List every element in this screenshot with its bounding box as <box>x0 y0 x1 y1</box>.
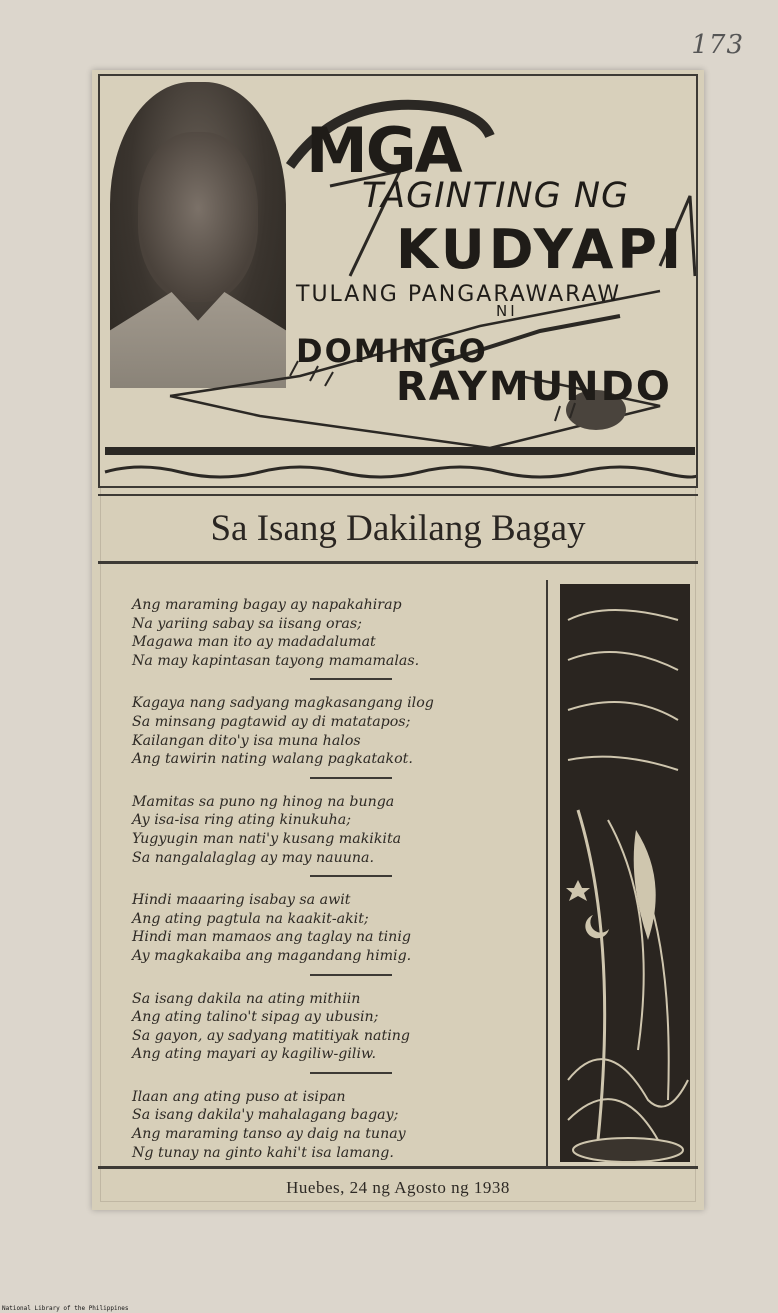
poem-line: Ang ating talino't sipag ay ubusin; <box>132 1009 379 1026</box>
series-title-taginting: TAGINTING NG <box>362 176 630 216</box>
poem-line: Ang tawirin nating walang pagkatakot. <box>132 751 413 768</box>
poem-line: Sa gayon, ay sadyang matitiyak nating <box>132 1027 410 1044</box>
poem-line: Ay isa-isa ring ating kinukuha; <box>132 812 352 829</box>
poem-line: Yugyugin man nati'y kusang makikita <box>132 830 402 847</box>
poem-title: Sa Isang Dakilang Bagay <box>210 508 586 549</box>
poem-line: Na yariing sabay sa iisang oras; <box>132 615 362 632</box>
stanza-divider <box>310 678 392 680</box>
series-subtitle-ni: NI <box>496 302 518 320</box>
poem-line: Ang ating pagtula na kaakit-akit; <box>132 910 369 927</box>
series-title-kudyapi: KUDYAPI <box>396 218 686 281</box>
publication-footer <box>98 1166 698 1206</box>
poem-line: Ng tunay na ginto kahi't isa lamang. <box>132 1144 394 1161</box>
poem-body <box>132 596 532 1162</box>
page-number: 173 <box>691 30 744 60</box>
stanza <box>132 694 532 768</box>
stanza-divider <box>310 777 392 779</box>
poem-line: Sa minsang pagtawid ay di matatapos; <box>132 713 411 730</box>
stanza <box>132 990 532 1064</box>
stanza <box>132 793 532 867</box>
stanza <box>132 1088 532 1162</box>
author-last-name: RAYMUNDO <box>396 364 672 410</box>
stanza-divider <box>310 875 392 877</box>
author-first-name: DOMINGO <box>296 332 488 370</box>
woodcut-illustration <box>546 580 694 1166</box>
poem-line: Hindi maaaring isabay sa awit <box>132 892 351 909</box>
poem-line: Magawa man ito ay madadalumat <box>132 634 376 651</box>
stanza <box>132 891 532 965</box>
poem-line: Sa nangalalaglag ay may nauuna. <box>132 849 375 866</box>
newspaper-clipping <box>92 70 704 1210</box>
poem-line: Mamitas sa puno ng hinog na bunga <box>132 793 395 810</box>
poem-line: Ay magkakaiba ang magandang himig. <box>132 947 412 964</box>
poem-line: Na may kapintasan tayong mamamalas. <box>132 652 420 669</box>
poem-title-banner <box>98 494 698 564</box>
library-credit: National Library of the Philippines <box>2 1305 129 1312</box>
stanza <box>132 596 532 670</box>
woodcut-art <box>548 580 694 1166</box>
column-header <box>98 74 698 488</box>
poem-line: Hindi man mamaos ang taglay na tinig <box>132 929 411 946</box>
poem-line: Kailangan dito'y isa muna halos <box>132 732 361 749</box>
poem-line: Sa isang dakila'y mahalagang bagay; <box>132 1107 399 1124</box>
poem-line: Ang ating mayari ay kagiliw-giliw. <box>132 1046 376 1063</box>
stanza-divider <box>310 974 392 976</box>
poem-line: Ang maraming tanso ay daig na tunay <box>132 1126 406 1143</box>
publication-date: Huebes, 24 ng Agosto ng 1938 <box>286 1177 510 1197</box>
stanza-divider <box>310 1072 392 1074</box>
poem-line: Ang maraming bagay ay napakahirap <box>132 597 402 613</box>
poem-line: Ilaan ang ating puso at isipan <box>132 1088 346 1105</box>
poem-line: Kagaya nang sadyang magkasangang ilog <box>132 695 434 712</box>
series-subtitle: TULANG PANGARAWARAW <box>296 282 622 307</box>
poem-line: Sa isang dakila na ating mithiin <box>132 990 361 1007</box>
series-title-mga: MGA <box>306 114 461 187</box>
